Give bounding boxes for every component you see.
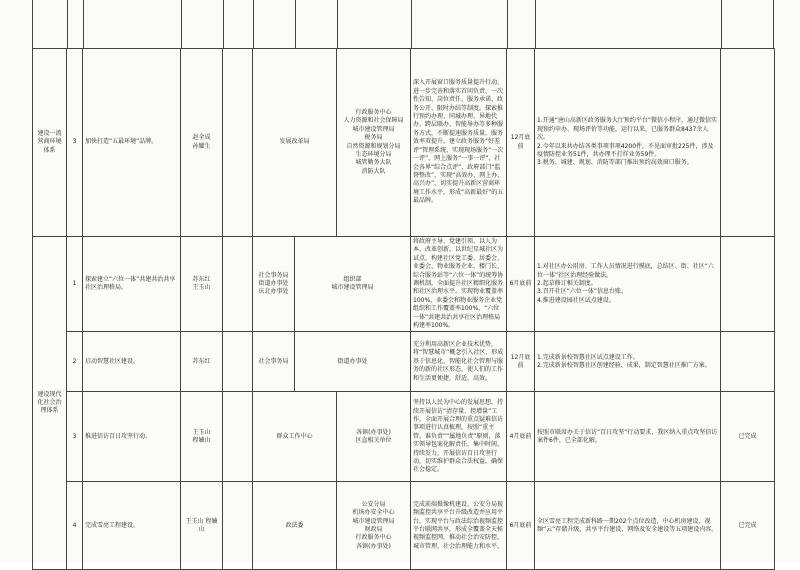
cooperate-cell: 街道办事处 [295, 332, 411, 392]
leader-cell: 苏东红 王玉山 [181, 237, 223, 332]
progress-cell: 按照市联席办关于信访“百日攻坚”行动要求，我区纳入重点攻坚信访案件6件，已全部化解。 [535, 392, 721, 482]
index-cell: 3 [67, 392, 83, 482]
index-cell: 2 [67, 332, 83, 392]
deadline-cell: 4月底前 [507, 392, 535, 482]
table-row [33, 237, 775, 332]
responsible-cell: 政法委 [253, 482, 337, 570]
task-cell: 加快打造“五最环境”品牌。 [83, 49, 181, 237]
table-top-continuation [32, 0, 774, 48]
goal-cell: 完成前端摄像机建设、公安分局视频监控共享平台升级改造并应用平台，实现平台与政法综治视频监控平台联网共享，形成全覆盖全天候视频监控网，推动社会治安防控、城市管理、社会治理能力和水平。 [411, 482, 507, 570]
table-row [33, 332, 775, 392]
area-cell: 建设现代化社会治理体系 [33, 237, 67, 570]
cooperate-cell: 行政服务中心 人力资源和社会保障局 城市建设管理局 税务局 自然资源和规划分局 生态环境分局 城管勤务大队 消防大队 [337, 49, 411, 237]
responsible-cell: 发展改革局 [253, 49, 337, 237]
status-cell: 已完成 [721, 482, 775, 570]
area-cell: 建设一流营商环境体系 [33, 49, 67, 237]
dept-lead-cell [223, 482, 253, 570]
cooperate-cell: 各镇(办事处) 区直相关单位 [337, 392, 411, 482]
progress-cell: 全区雪亮工程完成新科路一期202个点位改造，中心机房建设、视频“云”存储升级，共享平台建设，网络及安全建设等五项建设内容。 [535, 482, 721, 570]
goal-cell: 将政府主导、党建引领、以人为本、改革创新，以世纪星城社区为试点，构建社区党工委、居委会、业委会、物业服务企业、楼门长、综合服务站等“六位一体”的统筹协调机制，全面提升社区精细化服务和社区治理水平。实现物业覆盖率100%，业委会和物业服务企业党组织和工作覆盖率100%，“六位一体”共建共治共享社区治理格局构建率100%。 [411, 237, 507, 332]
cooperate-cell: 组织部 城市建设管理局 [295, 237, 411, 332]
task-cell: 探索建立“六位一体”共建共治共享社区治理格局。 [83, 237, 181, 332]
table-row [33, 49, 775, 237]
dept-lead-cell [223, 332, 253, 392]
status-cell: 已完成 [721, 392, 775, 482]
progress-cell: 1.开通“唐山高新区政务服务大厅预约平台”微信小程序，通过微信实现预约申办、现场评价等功能，运行以来，已服务群众8437余人次。 2.今年以来共办结各类事项事项4200件，不见面审批225件，涉及疫情防控业务51件，共办理不打烊业务59件。 3.税务、城建、规划、消防等部门推出预约高效窗口服务。 [535, 49, 721, 237]
cooperate-cell: 公安分局 机场办安全中心 城市建设管理局 财政局 行政服务中心 各镇(办事处) [337, 482, 411, 570]
table-row [33, 482, 775, 570]
responsible-cell: 社会事务局 街道办事处 庆北办事处 [253, 237, 295, 332]
goal-cell: 充分利用高新区企业技术优势，将“智慧城市”概念引入社区，形成基于信息化、智能化社会管理与服务的新的社区形态，使人们的工作和生活更便捷、舒适、高效。 [411, 332, 507, 392]
leader-cell: 苏东红 [181, 332, 223, 392]
deadline-cell: 12月底前 [507, 49, 535, 237]
work-plan-table [32, 48, 775, 570]
status-cell [721, 49, 775, 237]
status-cell [721, 332, 775, 392]
deadline-cell: 6月底前 [507, 482, 535, 570]
progress-cell: 1.完成新景校智慧社区试点建设工作。 2.完成新景校智慧社区创建经验、成果，制定智慧社区推广方案。 [535, 332, 721, 392]
task-cell: 完成雪亮工程建设。 [83, 482, 181, 570]
responsible-cell: 群众工作中心 [253, 392, 337, 482]
status-cell [721, 237, 775, 332]
dept-lead-cell [223, 49, 253, 237]
leader-cell: 王玉山 程嫱山 [181, 392, 223, 482]
leader-cell: 赵全成 孙耀生 [181, 49, 223, 237]
goal-cell: 坚持以人民为中心的发展思想，持续开展信访“清存量、控增量”工作，全面开展合理的重点疑难信访事项进行认真梳理，按照“重主管、谁负责”“属地负责”原则，落实领导包案化解责任，集中时间、持续发力，开展信访百日攻坚行动，切实维护群众合法权益，确保社会稳定。 [411, 392, 507, 482]
leader-cell: 王玉山 程嫱山 [181, 482, 223, 570]
index-cell: 4 [67, 482, 83, 570]
deadline-cell: 6月底前 [507, 237, 535, 332]
index-cell: 3 [67, 49, 83, 237]
task-cell: 启动智慧社区建设。 [83, 332, 181, 392]
progress-cell: 1.对社区办公用房、工作人员情况进行摸底，总结区、街、社区“六位一体”社区治理经验做法。 2.起草修订相关制度。 3.召开社区“六位一体”信息台账。 4.推进建设园社区试点建设。 [535, 237, 721, 332]
task-cell: 推进信访百日攻坚行动。 [83, 392, 181, 482]
dept-lead-cell [223, 237, 253, 332]
dept-lead-cell [223, 392, 253, 482]
deadline-cell: 12月底前 [507, 332, 535, 392]
goal-cell: 深入开展窗口服务质量提升行动，进一步完善和落实首问负责、一次性告知、岗位责任、服务承诺、政务公开、限时办结等制度。探索推行预约办理、同城办理、异地代办、跨层联办、智能导办等多种服务方式，不断提速服务质量，服务效率双提升。建立政务服务“好差评”管理系统，实现现场服务“一次一评”、网上服务“一事一评”，社会各界“综合点评”，政府部门“监督整改”，实现“高效办、网上办、高兴办”，切实提升高新区营商环境工作水平，形成“高新最好”的五最品牌。 [411, 49, 507, 237]
responsible-cell: 社会事务局 [253, 332, 295, 392]
table-row [33, 392, 775, 482]
index-cell: 1 [67, 237, 83, 332]
